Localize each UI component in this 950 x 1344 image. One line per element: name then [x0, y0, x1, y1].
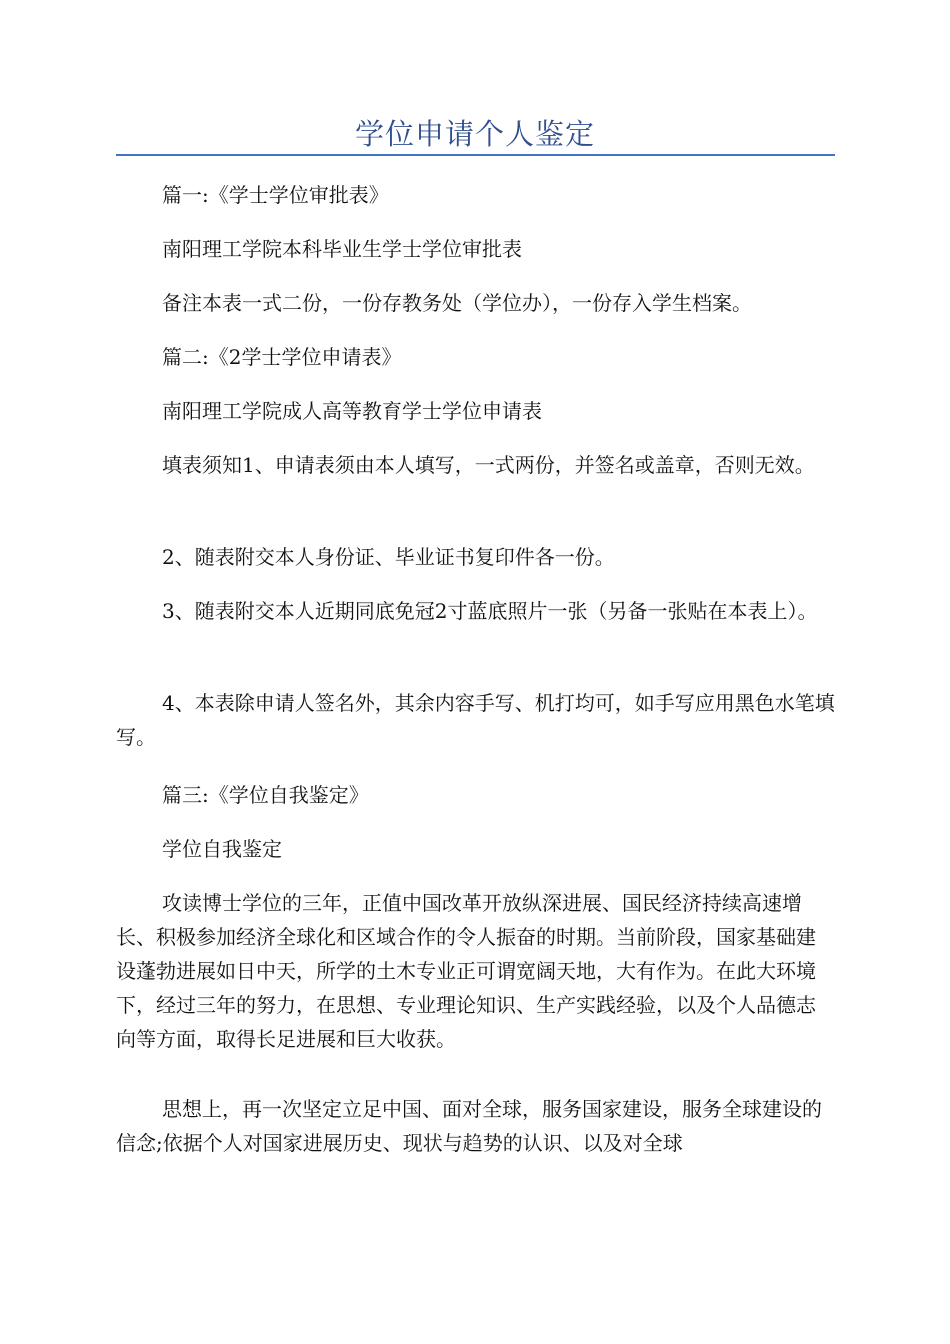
page-title: 学位申请个人鉴定 — [354, 117, 595, 151]
paragraph-body-1: 攻读博士学位的三年，正值中国改革开放纵深进展、国民经济持续高速增长、积极参加经济全球化和区域合作的令人振奋的时期。当前阶段，国家基础建设蓬勃进展如日中天，所学的土木专业正可谓宽阔天地，大有作为。在此大环境下，经过三年的努力，在思想、专业理论知识、生产实践经验，以及个人品德志向等方面，取得长足进展和巨大收获。 — [116, 891, 816, 1051]
paragraph-self-assessment-title: 学位自我鉴定 — [162, 837, 282, 861]
paragraph-instruction-3: 3、随表附交本人近期同底免冠2寸蓝底照片一张（另备一张贴在本表上）。 — [162, 599, 818, 623]
paragraph-remark: 备注本表一式二份，一份存教务处（学位办），一份存入学生档案。 — [162, 291, 752, 315]
title-underline — [116, 154, 835, 156]
paragraph-body-2: 思想上，再一次坚定立足中国、面对全球，服务国家建设，服务全球建设的信念;依据个人对国家进展历史、现状与趋势的认识、以及对全球 — [116, 1097, 822, 1155]
paragraph-instruction-1: 填表须知1、申请表须由本人填写，一式两份，并签名或盖章，否则无效。 — [162, 453, 815, 477]
paragraph-section-2-heading: 篇二:《2学士学位申请表》 — [162, 345, 402, 369]
paragraph-instruction-2: 2、随表附交本人身份证、毕业证书复印件各一份。 — [162, 545, 615, 569]
paragraph-section-1-heading: 篇一:《学士学位审批表》 — [162, 183, 389, 207]
paragraph-approval-form-title: 南阳理工学院本科毕业生学士学位审批表 — [162, 237, 522, 261]
paragraph-instruction-4: 4、本表除申请人签名外，其余内容手写、机打均可，如手写应用黑色水笔填写。 — [116, 691, 835, 749]
paragraph-application-form-title: 南阳理工学院成人高等教育学士学位申请表 — [162, 399, 542, 423]
paragraph-section-3-heading: 篇三:《学位自我鉴定》 — [162, 783, 369, 807]
